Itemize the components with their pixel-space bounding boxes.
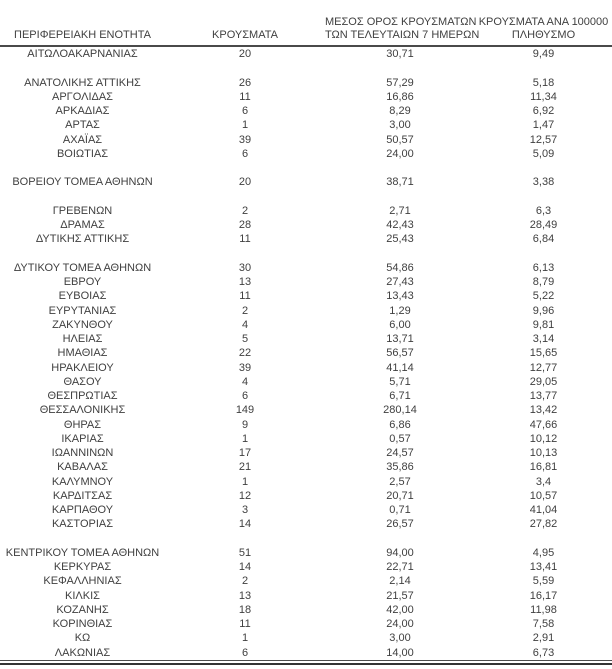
cell-avg7: 13,71: [386, 333, 414, 345]
cell-per100k: 5,59: [532, 575, 555, 588]
cell-per100k: 12,77: [529, 361, 558, 374]
table-row: [0, 361, 612, 375]
cell-per100k: 6,92: [532, 105, 555, 117]
cell-cases: 1: [241, 475, 249, 488]
table-row: [0, 503, 612, 517]
cell-region: ΚΕΝΤΡΙΚΟΥ ΤΟΜΕΑ ΑΘΗΝΩΝ: [5, 546, 160, 559]
cell-cases: 5: [241, 333, 249, 345]
table-row: [0, 489, 612, 503]
table-row: [0, 389, 612, 403]
table-row: [0, 631, 612, 645]
cell-cases: 6: [241, 646, 249, 659]
cell-per100k: 13,41: [529, 561, 558, 573]
cell-region: ΚΩ: [74, 632, 91, 645]
cell-cases: [165, 190, 325, 204]
table-row: [0, 90, 612, 104]
table-row: [0, 346, 612, 360]
cell-avg7: 6,00: [389, 318, 411, 331]
cell-avg7: 0,71: [389, 504, 411, 516]
cell-avg7: 280,14: [383, 404, 417, 417]
cell-region: ΑΧΑΪΑΣ: [62, 133, 103, 146]
cell-region: ΙΩΑΝΝΙΝΩΝ: [51, 447, 114, 459]
column-header-cases: [165, 0, 325, 46]
cell-per100k: 9,49: [532, 48, 555, 60]
cell-cases: 3: [241, 504, 249, 516]
cases-table-body: [0, 46, 612, 660]
cell-region: [0, 247, 165, 261]
cell-cases: 1: [241, 432, 249, 445]
cell-avg7: [325, 190, 475, 204]
table-row: [0, 232, 612, 246]
cell-avg7: 50,57: [386, 133, 414, 146]
cell-per100k: 16,81: [529, 461, 558, 474]
cell-region: ΚΑΡΠΑΘΟΥ: [51, 504, 114, 516]
table-row: [0, 546, 612, 560]
table-row: [0, 517, 612, 531]
cell-per100k: 6,73: [532, 646, 555, 659]
cell-region: ΚΕΦΑΛΛΗΝΙΑΣ: [43, 575, 122, 588]
table-row: [0, 275, 612, 289]
cell-per100k: 47,66: [529, 418, 558, 431]
table-row: [0, 76, 612, 90]
cell-cases: 12: [238, 489, 252, 502]
cell-per100k: 5,09: [532, 147, 555, 160]
cell-avg7: 26,57: [386, 518, 414, 531]
header-region-label: ΠΕΡΙΦΕΡΕΙΑΚΗ ΕΝΟΤΗΤΑ: [14, 29, 151, 41]
cell-cases: 4: [241, 318, 249, 331]
cell-per100k: 13,77: [529, 390, 558, 402]
cell-per100k: 9,81: [532, 318, 555, 331]
cell-region: ΚΑΣΤΟΡΙΑΣ: [51, 518, 114, 531]
cell-region: ΓΡΕΒΕΝΩΝ: [52, 204, 113, 217]
table-row: [0, 46, 612, 61]
cell-avg7: 2,57: [389, 475, 411, 488]
cell-avg7: 24,00: [386, 618, 414, 630]
cell-region: ΖΑΚΥΝΘΟΥ: [52, 318, 113, 331]
cell-region: ΚΙΛΚΙΣ: [65, 589, 100, 602]
column-header-avg7: [325, 0, 480, 46]
cell-cases: 2: [241, 575, 249, 588]
cell-cases: [165, 247, 325, 261]
cell-avg7: 0,57: [389, 432, 411, 445]
cell-avg7: 42,43: [386, 219, 414, 231]
cell-avg7: 22,71: [386, 561, 414, 573]
cell-avg7: 38,71: [386, 176, 414, 189]
cell-per100k: 16,17: [529, 589, 558, 602]
cell-per100k: 28,49: [529, 219, 558, 231]
table-header: [0, 0, 612, 46]
cell-cases: 22: [238, 347, 252, 360]
table-row: [0, 418, 612, 432]
cell-per100k: 8,79: [532, 276, 555, 288]
header-avg7-label-line1: ΜΕΣΟΣ ΟΡΟΣ ΚΡΟΥΣΜΑΤΩΝ: [325, 16, 477, 28]
cell-region: [0, 190, 165, 204]
table-row: [0, 560, 612, 574]
cell-per100k: 10,12: [529, 432, 558, 445]
cell-per100k: 41,04: [529, 504, 558, 516]
cell-region: ΚΑΛΥΜΝΟΥ: [51, 475, 114, 488]
cell-region: ΛΑΚΩΝΙΑΣ: [54, 646, 111, 659]
table-row: [0, 446, 612, 460]
cell-cases: 20: [238, 48, 252, 60]
table-row: [0, 603, 612, 617]
header-per100k-label-line1: ΚΡΟΥΣΜΑΤΑ ΑΝΑ 100000: [478, 16, 609, 28]
table-bottom-rule-thick: [0, 663, 612, 665]
table-row: [0, 304, 612, 318]
cell-per100k: 27,82: [529, 518, 558, 531]
table-row: [0, 460, 612, 474]
header-avg7-label-line2: ΤΩΝ ΤΕΛΕΥΤΑΙΩΝ 7 ΗΜΕΡΩΝ: [325, 29, 480, 41]
cell-avg7: 25,43: [386, 233, 414, 246]
table-row: [0, 175, 612, 189]
table-row: [0, 617, 612, 631]
cell-avg7: 56,57: [386, 347, 414, 360]
table-row: [0, 375, 612, 389]
cell-region: ΚΑΒΑΛΑΣ: [57, 461, 108, 474]
cell-cases: [165, 161, 325, 175]
cell-cases: 17: [238, 447, 252, 459]
cell-avg7: 13,43: [386, 290, 414, 303]
cell-cases: 11: [239, 618, 251, 630]
table-row: [0, 147, 612, 161]
table-row: [0, 475, 612, 489]
table-row: [0, 118, 612, 132]
cell-region: ΗΜΑΘΙΑΣ: [57, 347, 108, 360]
cell-per100k: 6,3: [535, 204, 552, 217]
cell-per100k: 29,05: [529, 375, 558, 388]
cell-region: [0, 161, 165, 175]
cell-per100k: [475, 190, 612, 204]
cell-per100k: 11,98: [530, 603, 557, 616]
cell-region: ΑΡΓΟΛΙΔΑΣ: [52, 90, 113, 103]
cell-cases: 14: [238, 518, 252, 531]
cell-per100k: 13,42: [529, 404, 558, 417]
table-row-blank: [0, 190, 612, 204]
cell-avg7: 2,71: [389, 204, 411, 217]
table-row-blank: [0, 532, 612, 546]
cell-avg7: 16,86: [386, 90, 414, 103]
cell-region: ΔΥΤΙΚΗΣ ΑΤΤΙΚΗΣ: [35, 233, 130, 246]
table-bottom-rule-thin: [0, 660, 612, 661]
cell-cases: 11: [239, 233, 251, 246]
header-cases-label: ΚΡΟΥΣΜΑΤΑ: [212, 29, 278, 41]
cell-region: ΑΡΚΑΔΙΑΣ: [55, 105, 110, 117]
cell-avg7: 2,14: [389, 575, 411, 588]
cell-avg7: 14,00: [386, 646, 414, 659]
cell-cases: 2: [241, 204, 249, 217]
cell-region: ΚΟΡΙΝΘΙΑΣ: [52, 618, 113, 630]
cell-region: ΕΥΒΟΙΑΣ: [58, 290, 107, 303]
cell-avg7: 20,71: [386, 489, 414, 502]
cell-avg7: 1,29: [389, 304, 411, 317]
cell-cases: 6: [241, 105, 249, 117]
cell-cases: 9: [241, 418, 249, 431]
table-row: [0, 318, 612, 332]
cell-region: ΔΥΤΙΚΟΥ ΤΟΜΕΑ ΑΘΗΝΩΝ: [13, 261, 152, 274]
cell-per100k: [475, 247, 612, 261]
cell-avg7: [325, 61, 475, 75]
cell-per100k: 12,57: [529, 133, 558, 146]
cell-cases: 39: [238, 133, 252, 146]
cell-cases: 13: [238, 276, 252, 288]
cell-cases: 1: [241, 119, 249, 132]
cell-avg7: 3,00: [389, 119, 411, 132]
cell-region: ΒΟΙΩΤΙΑΣ: [56, 147, 109, 160]
cell-region: ΕΥΡΥΤΑΝΙΑΣ: [48, 304, 117, 317]
cell-per100k: 4,95: [532, 546, 555, 559]
cell-region: ΚΑΡΔΙΤΣΑΣ: [52, 489, 113, 502]
header-row: [0, 0, 612, 46]
cell-cases: 149: [235, 404, 255, 417]
cell-avg7: 6,71: [389, 390, 411, 402]
table-row: [0, 261, 612, 275]
table-row: [0, 403, 612, 417]
cell-avg7: 5,71: [389, 375, 411, 388]
cell-cases: 2: [241, 304, 249, 317]
cell-cases: 1: [241, 632, 249, 645]
cell-avg7: 35,86: [386, 461, 414, 474]
cell-avg7: 8,29: [389, 105, 411, 117]
cell-region: ΘΑΣΟΥ: [63, 375, 102, 388]
table-row: [0, 589, 612, 603]
cell-avg7: 6,86: [389, 418, 411, 431]
cell-per100k: 15,65: [529, 347, 558, 360]
table-row: [0, 218, 612, 232]
cell-cases: 11: [239, 90, 251, 103]
cell-region: ΚΕΡΚΥΡΑΣ: [53, 561, 112, 573]
cell-cases: 21: [238, 461, 252, 474]
cell-cases: 18: [238, 603, 252, 616]
table-row: [0, 204, 612, 218]
cell-region: ΘΕΣΣΑΛΟΝΙΚΗΣ: [39, 404, 126, 417]
cell-cases: [165, 61, 325, 75]
cell-per100k: 3,14: [532, 333, 555, 345]
cell-cases: 13: [238, 589, 252, 602]
cell-cases: 6: [241, 147, 249, 160]
cell-per100k: 5,22: [532, 290, 555, 303]
cell-avg7: 24,00: [386, 147, 414, 160]
cell-avg7: 30,71: [386, 48, 414, 60]
cell-per100k: 6,84: [532, 233, 555, 246]
table-row: [0, 574, 612, 588]
cell-region: ΔΡΑΜΑΣ: [60, 219, 105, 231]
cell-region: ΚΟΖΑΝΗΣ: [56, 603, 109, 616]
header-per100k-label-line2: ΠΛΗΘΥΣΜΟ: [511, 29, 576, 41]
cell-per100k: 3,38: [532, 176, 555, 189]
cell-per100k: 5,18: [532, 76, 555, 89]
table-row-blank: [0, 247, 612, 261]
cell-region: ΙΚΑΡΙΑΣ: [61, 432, 104, 445]
cell-region: ΑΡΤΑΣ: [65, 119, 100, 132]
cell-per100k: [475, 161, 612, 175]
table-row: [0, 646, 612, 660]
cell-per100k: 10,13: [529, 447, 558, 459]
cell-region: ΑΙΤΩΛΟΑΚΑΡΝΑΝΙΑΣ: [27, 48, 138, 60]
cell-region: ΗΛΕΙΑΣ: [62, 333, 103, 345]
cell-per100k: 10,57: [529, 489, 558, 502]
cell-avg7: 94,00: [386, 546, 414, 559]
cell-avg7: 41,14: [386, 361, 414, 374]
cell-cases: 39: [238, 361, 252, 374]
cell-cases: [165, 532, 325, 546]
table-row-blank: [0, 61, 612, 75]
cell-cases: 28: [238, 219, 252, 231]
cell-region: ΕΒΡΟΥ: [63, 276, 102, 288]
cell-per100k: 7,58: [532, 618, 555, 630]
cell-cases: 51: [238, 546, 252, 559]
table-row: [0, 332, 612, 346]
cell-avg7: 21,57: [386, 589, 414, 602]
cell-per100k: [475, 532, 612, 546]
cell-avg7: 54,86: [386, 261, 414, 274]
cell-cases: 6: [241, 390, 249, 402]
cell-cases: 30: [238, 261, 252, 274]
cell-region: [0, 532, 165, 546]
column-header-per100k: [475, 0, 612, 46]
cell-avg7: [325, 247, 475, 261]
cell-cases: 20: [238, 176, 252, 189]
cell-per100k: 9,96: [532, 304, 555, 317]
cell-per100k: 6,13: [532, 261, 555, 274]
cell-avg7: 27,43: [386, 276, 414, 288]
cell-avg7: [325, 532, 475, 546]
table-row-blank: [0, 161, 612, 175]
cell-avg7: 3,00: [389, 632, 411, 645]
table-row: [0, 432, 612, 446]
cell-cases: 4: [241, 375, 249, 388]
cell-region: ΘΗΡΑΣ: [63, 418, 102, 431]
cell-region: [0, 61, 165, 75]
cell-cases: 11: [239, 290, 251, 303]
cell-per100k: 3,4: [535, 475, 552, 488]
cell-region: ΑΝΑΤΟΛΙΚΗΣ ΑΤΤΙΚΗΣ: [24, 76, 141, 89]
cell-avg7: 42,00: [386, 603, 414, 616]
cell-per100k: 11,34: [530, 90, 557, 103]
cell-avg7: 24,57: [386, 447, 414, 459]
cell-avg7: 57,29: [386, 76, 414, 89]
cell-region: ΗΡΑΚΛΕΙΟΥ: [51, 361, 114, 374]
cell-cases: 26: [238, 76, 252, 89]
cell-region: ΘΕΣΠΡΩΤΙΑΣ: [47, 390, 118, 402]
table-row: [0, 289, 612, 303]
cell-avg7: [325, 161, 475, 175]
cell-per100k: [475, 61, 612, 75]
cell-per100k: 1,47: [532, 119, 555, 132]
table-row: [0, 104, 612, 118]
column-header-region: [0, 0, 165, 46]
cell-region: ΒΟΡΕΙΟΥ ΤΟΜΕΑ ΑΘΗΝΩΝ: [12, 176, 153, 189]
cell-per100k: 2,91: [532, 632, 555, 645]
cell-cases: 14: [238, 561, 252, 573]
table-row: [0, 133, 612, 147]
